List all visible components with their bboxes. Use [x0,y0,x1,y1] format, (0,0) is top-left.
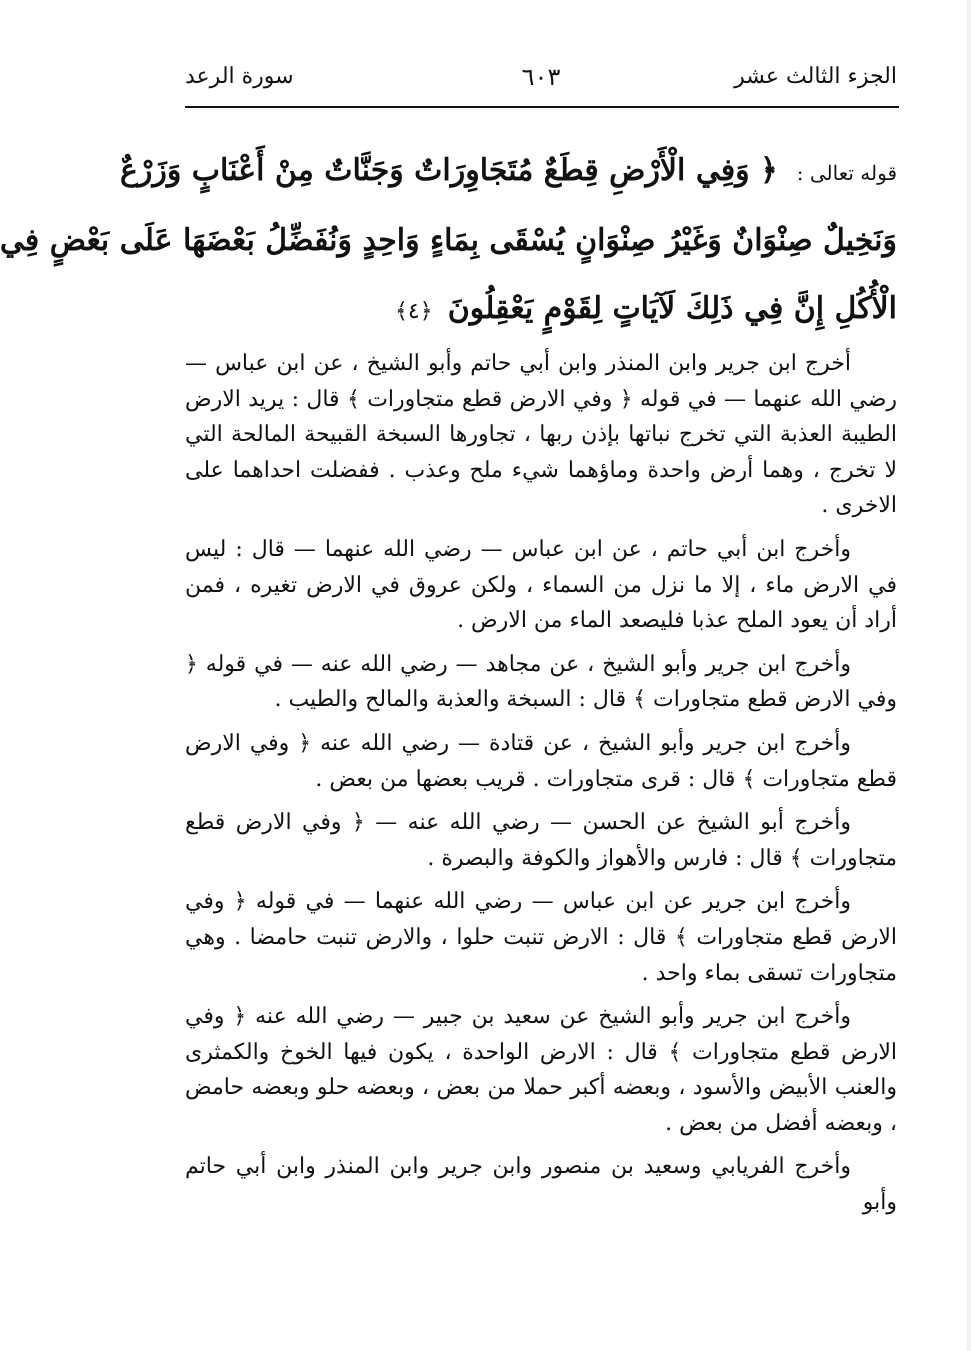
paragraph: وأخرج أبو الشيخ عن الحسن — رضي الله عنه — ﴿ وفي الارض قطع متجاورات ﴾ قال : فارس والأهواز والكوفة والبصرة . [185,810,897,871]
verse-text-2: وَنَخِيلٌ صِنْوَانٌ وَغَيْرُ صِنْوَانٍ يُسْقَى بِمَاءٍ وَاحِدٍ وَنُفَضِّلُ بَعْضَهَا عَلَى بَعْضٍ فِي [0,223,897,258]
paragraph: وأخرج ابن جرير وأبو الشيخ عن سعيد بن جبير — رضي الله عنه ﴿ وفي الارض قطع متجاورات ﴾ قال : الارض الواحدة ، يكون فيها الخوخ والكمثرى والعنب الأبيض والأسود ، وبعضه أكبر حملا من بعض ، وبعضه حلو وبعضه حامض ، وبعضه أفضل من بعض . [185,1004,897,1136]
surah-title: سورة الرعد [185,64,294,89]
paragraph: وأخرج الفريابي وسعيد بن منصور وابن جرير وابن المنذر وابن أبي حاتم وأبو [185,1154,897,1216]
verse-line-3 [185,278,897,340]
verse-line-2 [0,210,897,272]
verse-intro: قوله تعالى : [796,161,897,185]
page-edge [967,0,971,1351]
page-number: ٦٠٣ [521,63,561,91]
running-header [185,58,897,102]
verse-text-1: ﴿ وَفِي الْأَرْضِ قِطَعٌ مُتَجَاوِرَاتٌ وَجَنَّاتٌ مِنْ أَعْنَابٍ وَزَرْعٌ [120,153,778,188]
paragraph: وأخرج ابن جرير وأبو الشيخ ، عن مجاهد — رضي الله عنه — في قوله ﴿ وفي الارض قطع متجاورات ﴾ قال : السبخة والعذبة والمالح والطيب . [185,651,897,713]
paragraph: وأخرج ابن جرير وأبو الشيخ ، عن قتادة — رضي الله عنه ﴿ وفي الارض قطع متجاورات ﴾ قال : قرى متجاورات . قريب بعضها من بعض . [185,730,897,792]
commentary-text [185,346,897,1229]
paragraph: أخرج ابن جرير وابن المنذر وابن أبي حاتم وأبو الشيخ ، عن ابن عباس — رضي الله عنهما — في قوله ﴿ وفي الارض قطع متجاورات ﴾ قال : يريد الارض الطيبة العذبة التي تخرج نباتها بإذن ربها ، تجاورها السبخة القبيحة المالحة التي لا تخرج ، وهما أرض واحدة وماؤهما شيء ملح وعذب . ففضلت احداهما على الاخرى . [185,351,897,519]
verse-line-1 [120,140,897,202]
quranic-verse-block [0,140,897,340]
paragraph: وأخرج ابن أبي حاتم ، عن ابن عباس — رضي الله عنهما — قال : ليس في الارض ماء ، إلا ما نزل من السماء ، ولكن عروق في الارض تغيره ، فمن أراد أن يعود الملح عذبا فليصعد الماء من الارض . [185,536,897,634]
verse-text-3: الْأُكُلِ إِنَّ فِي ذَلِكَ لَآيَاتٍ لِقَوْمٍ يَعْقِلُونَ [447,291,897,326]
part-title: الجزء الثالث عشر [734,64,897,89]
header-divider [185,106,899,108]
ayah-number-marker: ﴿٤﴾ [395,299,433,324]
paragraph: وأخرج ابن جرير عن ابن عباس — رضي الله عنهما — في قوله ﴿ وفي الارض قطع متجاورات ﴾ قال : الارض تنبت حلوا ، والارض تنبت حامضا . وهي متجاورات تسقى بماء واحد . [185,889,897,986]
